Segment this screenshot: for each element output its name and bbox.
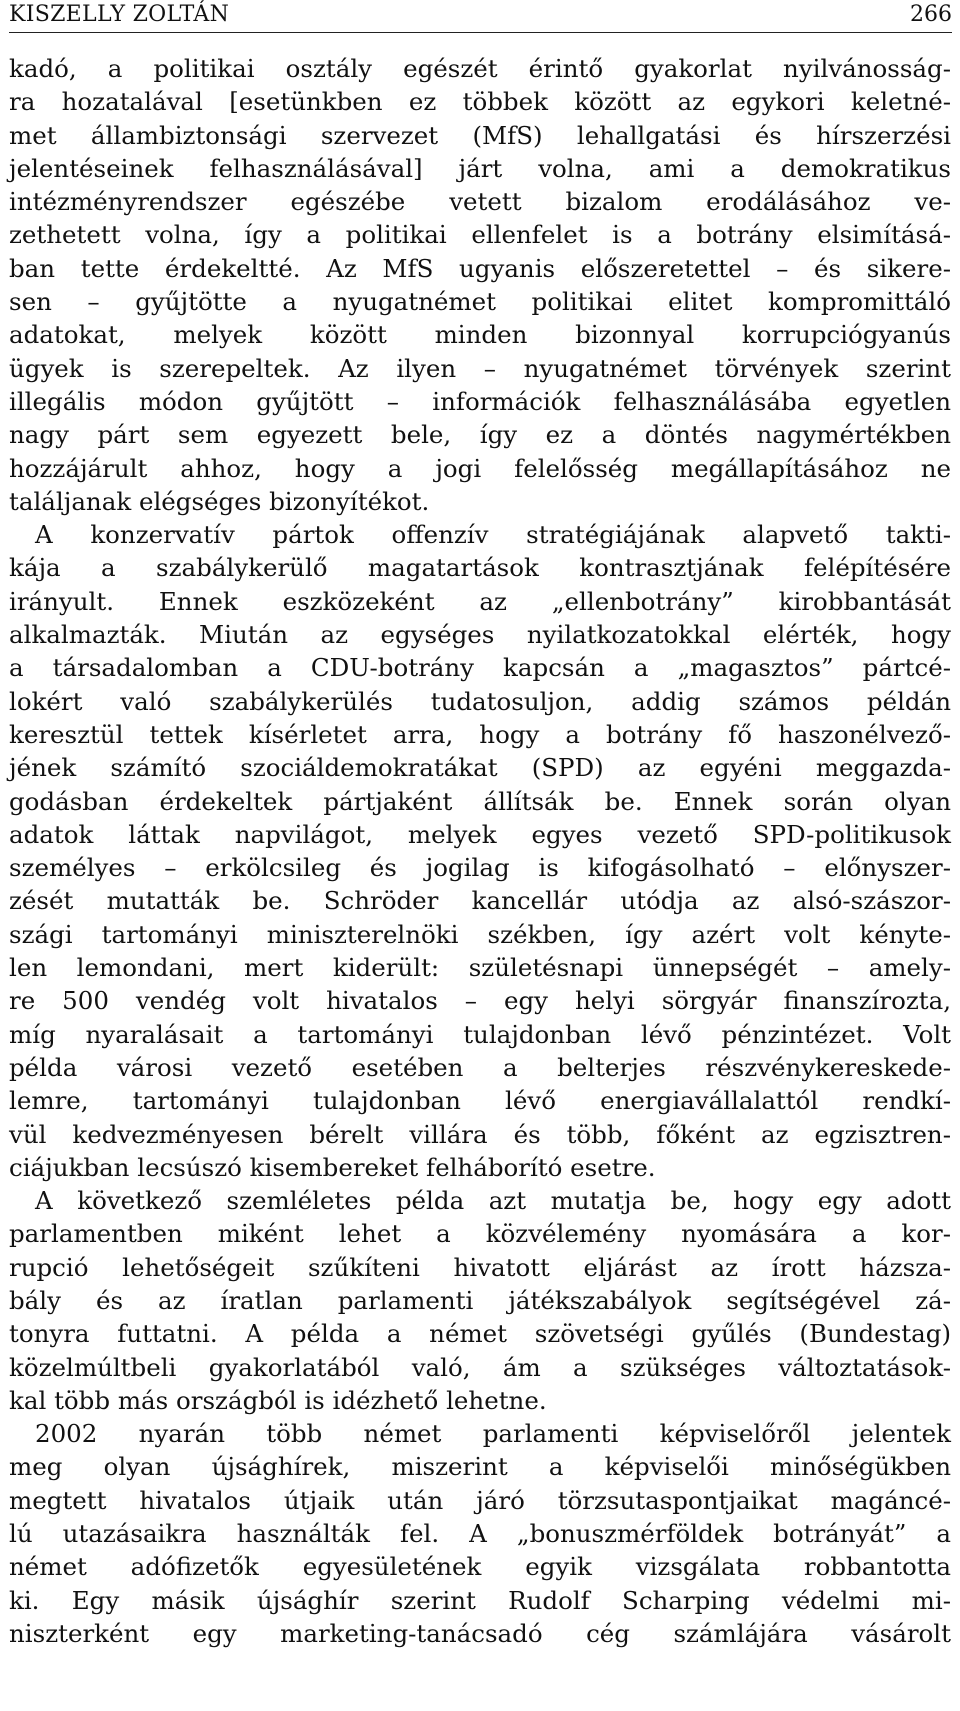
text-line: keresztül tettek kísérletet arra, hogy a botrány fő haszonélvező- xyxy=(9,719,951,749)
text-line: példa városi vezető esetében a belterjes részvénykereskede- xyxy=(9,1052,951,1082)
text-line: irányult. Ennek eszközeként az „ellenbotrány” kirobbantását xyxy=(9,586,951,616)
paragraph xyxy=(9,518,951,1184)
text-line: ügyek is szerepeltek. Az ilyen – nyugatnémet törvények szerint xyxy=(9,353,951,383)
text-line: rupció lehetőségeit szűkíteni hivatott eljárást az írott házsza- xyxy=(9,1252,951,1282)
text-line: ki. Egy másik újsághír szerint Rudolf Scharping védelmi mi- xyxy=(9,1585,951,1615)
text-line: ban tette érdekeltté. Az MfS ugyanis előszeretettel – és sikere- xyxy=(9,253,951,283)
text-line: meg olyan újsághírek, miszerint a képviselői minőségükben xyxy=(9,1452,951,1482)
text-line: niszterként egy marketing-tanácsadó cég számlájára vásárolt xyxy=(9,1618,951,1648)
text-line: lú utazásaikra használták fel. A „bonuszmérföldek botrányát” a xyxy=(9,1519,951,1549)
text-line: német adófizetők egyesületének egyik vizsgálata robbantotta xyxy=(9,1552,951,1582)
text-line: ra hozatalával [esetünkben ez többek között az egykori keletné- xyxy=(9,87,951,117)
text-line: tonyra futtatni. A példa a német szövetségi gyűlés (Bundestag) xyxy=(9,1319,951,1349)
text-line: met állambiztonsági szervezet (MfS) lehallgatási és hírszerzési xyxy=(9,120,951,150)
text-line: szági tartományi miniszterelnöki székben, így azért volt kényte- xyxy=(9,919,951,949)
text-line: vül kedvezményesen bérelt villára és több, főként az egzisztren- xyxy=(9,1119,951,1149)
text-line: sen – gyűjtötte a nyugatnémet politikai elitet kompromittáló xyxy=(9,287,951,317)
text-line: lemre, tartományi tulajdonban lévő energiavállalattól rendkí- xyxy=(9,1086,951,1116)
text-line: jének számító szociáldemokratákat (SPD) az egyéni meggazda- xyxy=(9,753,951,783)
text-line: ciájukban lecsúszó kisembereket felháborító esetre. xyxy=(9,1152,656,1182)
text-line: hozzájárult ahhoz, hogy a jogi felelősség megállapításához ne xyxy=(9,453,951,483)
text-line: zését mutatták be. Schröder kancellár utódja az alsó-szászor- xyxy=(9,886,951,916)
text-line: közelmúltbeli gyakorlatából való, ám a szükséges változtatások- xyxy=(9,1352,951,1382)
text-line: parlamentben miként lehet a közvélemény nyomására a kor- xyxy=(9,1219,951,1249)
text-line: a társadalomban a CDU-botrány kapcsán a „magasztos” pártcé- xyxy=(9,653,951,683)
text-line: alkalmazták. Miután az egységes nyilatkozatokkal elérték, hogy xyxy=(9,620,951,650)
text-line: jelentéseinek felhasználásával] járt volna, ami a demokratikus xyxy=(9,153,951,183)
text-line: bály és az íratlan parlamenti játékszabályok segítségével zá- xyxy=(9,1285,951,1315)
text-line: adatok láttak napvilágot, melyek egyes vezető SPD-politikusok xyxy=(9,819,951,849)
page-number: 266 xyxy=(910,2,952,27)
text-line: A következő szemléletes példa azt mutatja be, hogy egy adott xyxy=(35,1186,951,1216)
paragraph xyxy=(9,1184,951,1417)
text-line: lokért való szabálykerülés tudatosuljon, addig számos példán xyxy=(9,686,951,716)
text-line: kája a szabálykerülő magatartások kontrasztjának felépítésére xyxy=(9,553,951,583)
text-line: megtett hivatalos útjaik után járó törzsutaspontjaikat magáncé- xyxy=(9,1485,951,1515)
text-line: kadó, a politikai osztály egészét érintő gyakorlat nyilvánosság- xyxy=(9,54,951,83)
running-head-author: KISZELLY ZOLTÁN xyxy=(9,2,230,27)
text-line: kal több más országból is idézhető lehetne. xyxy=(9,1385,547,1415)
text-line: míg nyaralásait a tartományi tulajdonban lévő pénzintézet. Volt xyxy=(9,1019,951,1049)
text-line: A konzervatív pártok offenzív stratégiájának alapvető takti- xyxy=(35,520,951,550)
body-text xyxy=(9,52,951,1650)
text-line: len lemondani, mert kiderült: születésnapi ünnepségét – amely- xyxy=(9,953,951,983)
paragraph xyxy=(9,1417,951,1650)
paragraph xyxy=(9,52,951,518)
text-line: személyes – erkölcsileg és jogilag is kifogásolható – előnyszer- xyxy=(9,853,951,883)
text-line: nagy párt sem egyezett bele, így ez a döntés nagymértékben xyxy=(9,420,951,450)
text-line: adatokat, melyek között minden bizonnyal korrupciógyanús xyxy=(9,320,951,350)
text-line: illegális módon gyűjtött – információk felhasználásába egyetlen xyxy=(9,386,951,416)
text-line: godásban érdekeltek pártjaként állítsák be. Ennek során olyan xyxy=(9,786,951,816)
text-line: találjanak elégséges bizonyítékot. xyxy=(9,486,430,516)
text-line: 2002 nyarán több német parlamenti képviselőről jelentek xyxy=(35,1419,951,1449)
text-line: intézményrendszer egészébe vetett bizalom erodálásához ve- xyxy=(9,187,951,217)
text-line: zethetett volna, így a politikai ellenfelet is a botrány elsimításá- xyxy=(9,220,951,250)
running-header xyxy=(9,2,952,33)
text-line: re 500 vendég volt hivatalos – egy helyi sörgyár finanszírozta, xyxy=(9,986,951,1016)
